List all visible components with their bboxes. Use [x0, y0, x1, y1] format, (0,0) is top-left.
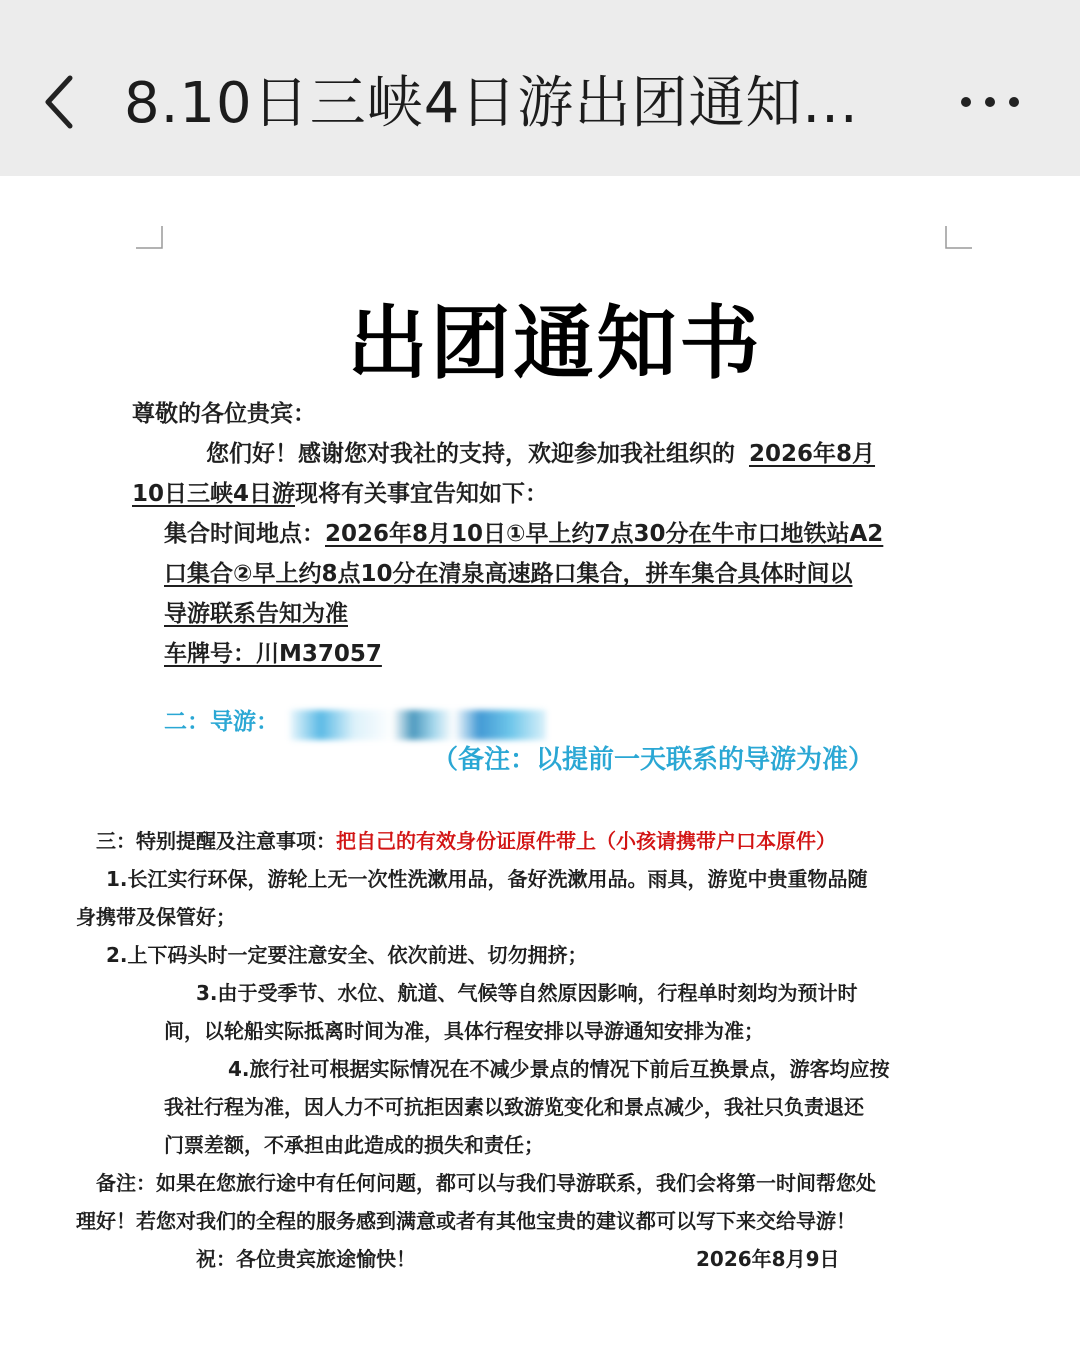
item-1-line-1: 1.长江实行环保，游轮上无一次性洗漱用品，备好洗漱用品。雨具，游览中贵重物品随	[106, 867, 868, 891]
more-dots-icon	[944, 70, 1036, 134]
notice-date: 2026年8月9日	[696, 1247, 840, 1271]
meeting-detail-1: 2026年8月10日①早上约7点30分在牛市口地铁站A2	[325, 521, 884, 547]
tour-name-part-2: 10日三峡4日游	[132, 481, 296, 507]
intro-line-2	[132, 474, 548, 514]
note-line-2: 理好！若您对我们的全程的服务感到满意或者有其他宝贵的建议都可以写下来交给导游！	[76, 1209, 856, 1233]
item-3-line-2: 间，以轮船实际抵离时间为准，具体行程安排以导游通知安排为准；	[164, 1019, 764, 1043]
meeting-detail-3: 导游联系告知为准	[164, 601, 348, 627]
plate-label: 车牌号：	[164, 641, 256, 667]
back-button[interactable]	[28, 62, 98, 142]
salutation: 尊敬的各位贵宾：	[132, 401, 316, 427]
intro-text-2: 现将有关事宜告知如下：	[295, 481, 549, 507]
item-4-line-1: 4.旅行社可根据实际情况在不减少景点的情况下前后互换景点，游客均应按	[228, 1057, 890, 1081]
more-options-button[interactable]	[944, 70, 1036, 134]
reminder-id-warning: 把自己的有效身份证原件带上（小孩请携带户口本原件）	[336, 829, 836, 853]
document-title-header: 8.10日三峡4日游出团通知...	[124, 71, 859, 136]
item-3-line-1: 3.由于受季节、水位、航道、气候等自然原因影响，行程单时刻均为预计时	[196, 981, 858, 1005]
tour-name-part-1: 2026年8月	[749, 441, 876, 467]
plate-line	[164, 634, 382, 674]
item-2: 2.上下码头时一定要注意安全、依次前进、切勿拥挤；	[106, 943, 588, 967]
guide-note: （备注：以提前一天联系的导游为准）	[432, 745, 875, 775]
closing-wish: 祝：各位贵宾旅途愉快！	[196, 1247, 416, 1271]
plate-value: 川M37057	[256, 641, 382, 667]
note-line-1: 备注：如果在您旅行途中有任何问题，都可以与我们导游联系，我们会将第一时间帮您处	[96, 1171, 876, 1195]
crop-mark-top-left	[136, 226, 166, 252]
chevron-left-icon	[28, 62, 98, 142]
item-4-line-2: 我社行程为准，因人力不可抗拒因素以致游览变化和景点减少，我社只负责退还	[164, 1095, 864, 1119]
intro-text: 您们好！感谢您对我社的支持，欢迎参加我社组织的	[206, 441, 735, 467]
reminder-label: 三：特别提醒及注意事项：	[96, 829, 336, 853]
app-top-bar	[0, 0, 1080, 176]
item-4-line-3: 门票差额，不承担由此造成的损失和责任；	[164, 1133, 544, 1157]
meeting-label: 集合时间地点：	[164, 521, 325, 547]
intro-line-1	[206, 434, 875, 474]
crop-mark-top-right	[942, 226, 972, 252]
meeting-line-1	[164, 514, 883, 554]
meeting-detail-2: 口集合②早上约8点10分在清泉高速路口集合，拼车集合具体时间以	[164, 561, 853, 587]
notice-title: 出团通知书	[347, 297, 763, 390]
redacted-guide-info	[290, 710, 546, 740]
reminder-line	[96, 822, 836, 860]
guide-label: 二：导游：	[164, 709, 279, 735]
item-1-line-2: 身携带及保管好；	[76, 905, 236, 929]
